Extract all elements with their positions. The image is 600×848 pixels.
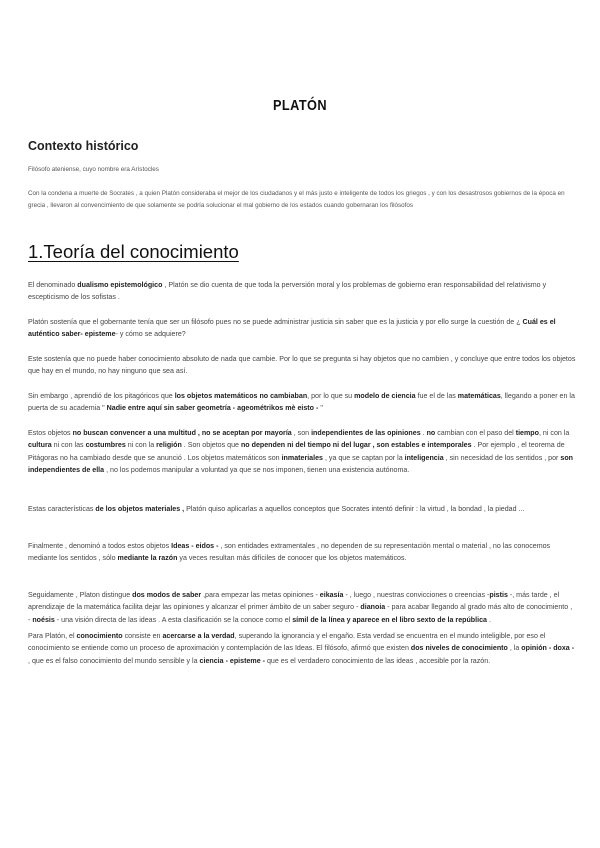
theory-paragraph-1 [28, 279, 576, 304]
text-run: , Platón se dio cuenta de que toda la perversión moral y los problemas de gobierno eran responsabilidad del relativismo y escepticismo de los sofistas . [28, 281, 547, 302]
bold-phrase: Cuál es el auténtico saber- episteme [28, 318, 556, 339]
bold-phrase: inteligencia [404, 453, 444, 462]
bold-phrase: no dependen ni del tiempo ni del lugar , son estables e intemporales [240, 441, 472, 450]
bold-phrase: los objetos matemáticos no cambiaban [174, 392, 308, 400]
text-run: -, más tarde , el aprendizaje de la matemática facilita dejar las opiniones y alcanzar el primer ámbito de un saber seguro - [28, 591, 560, 612]
text-run: consiste en [122, 632, 163, 640]
text-run: , llegando a poner en la puerta de su academia " [28, 392, 575, 413]
bold-phrase: de los objetos materiales , [93, 505, 187, 513]
bold-phrase: noésis [32, 615, 55, 624]
text-run: Sin embargo , aprendió de los pitagóricos que [28, 392, 175, 400]
bold-phrase: Nadie entre aquí sin saber geometría - ageométrikos mè eisto - [106, 404, 319, 413]
bold-phrase: religión [156, 441, 182, 450]
text-run: fue el de las [415, 392, 458, 400]
bold-phrase: matemáticas [457, 392, 501, 400]
text-run: . [486, 615, 491, 624]
text-run: , son entidades extramentales , no dependen de su representación mental o material , no las conocemos mediante los sentidos , sólo [28, 542, 551, 563]
bold-phrase: dianoia [360, 603, 386, 612]
text-run: Estas características [28, 505, 94, 513]
text-run: Seguidamente , Platon distingue [28, 591, 133, 599]
text-run: ni con las [51, 441, 86, 450]
text-run: . Por ejemplo , el teorema de Pitágoras no ha cambiado desde que se anunció . Los objetos matemáticos son [28, 441, 565, 462]
bold-phrase: modelo de ciencia [354, 392, 416, 400]
bold-phrase: símil de la línea y aparece en el libro sexto de la república [292, 615, 487, 624]
text-run: , la [507, 644, 522, 653]
text-run: . [420, 429, 427, 437]
bold-phrase: no buscan convencer a una multitud , no se aceptan por mayoría [72, 429, 292, 437]
text-run: - para acabar llegando al grado más alto de conocimiento , - [28, 603, 573, 624]
bold-phrase: dos niveles de conocimiento [410, 644, 508, 653]
text-run: - , luego , nuestras convicciones o creencias - [343, 591, 490, 599]
text-run: Platón sostenía que el gobernante tenía que ser un filósofo pues no se puede administrar justicia sin saber que es la justicia y por ello surge la cuestión de ¿ [28, 318, 523, 326]
bold-phrase: eikasía [319, 591, 344, 599]
text-run: - y cómo se adquiere? [115, 330, 186, 339]
theory-paragraph-2 [28, 316, 576, 341]
text-run: , son [291, 429, 312, 437]
document-title: PLATÓN [272, 97, 328, 114]
text-run: Para Platón, el [28, 632, 77, 640]
bold-phrase: independientes de las opiniones [311, 429, 421, 437]
bold-phrase: cultura [28, 441, 52, 450]
theory-paragraph-6 [28, 503, 576, 515]
theory-heading: 1.Teoría del conocimiento [28, 241, 239, 262]
bold-phrase: opinión - doxa - [521, 644, 575, 653]
context-paragraph-1: Filósofo ateniense, cuyo nombre era Arístocles [28, 166, 159, 173]
bold-phrase: Ideas - eidos - [171, 542, 219, 550]
text-run: Estos objetos [28, 429, 73, 437]
theory-paragraph-5 [28, 427, 576, 477]
bold-phrase: dualismo epistemológico [77, 281, 163, 289]
bold-phrase: costumbres [85, 441, 126, 450]
text-run: Platón quiso aplicarlas a aquellos conceptos que Socrates intentó definir : la virtud , la bondad , la piedad ... [186, 505, 525, 513]
bold-phrase: inmateriales [281, 453, 323, 462]
text-run: , no los podemos manipular a voluntad ya que se nos imponen, tienen una existencia autónoma. [104, 466, 410, 475]
text-run: , superando la ignorancia y el engaño. Esta verdad se encuentra en el mundo inteligible, por eso el conocimiento se entiende como un proceso de aproximación y contemplación de las Ideas. El filósofo, afirmó que existen [28, 632, 546, 653]
text-run: , por lo que su [307, 392, 355, 400]
bold-phrase: no [426, 429, 436, 437]
text-run: " [318, 404, 323, 413]
theory-paragraph-9 [28, 630, 576, 667]
text-run: ni con la [125, 441, 157, 450]
theory-paragraph-7 [28, 540, 576, 565]
text-run: El denominado [28, 281, 78, 289]
text-run: , sin necesidad de los sentidos , por [443, 453, 561, 462]
text-run: - una visión directa de las ideas . A esta clasificación se la conoce como el [54, 615, 293, 624]
bold-phrase: son independientes de ella [28, 453, 574, 475]
context-paragraph-2: Con la condena a muerte de Socrates , a quien Platón consideraba el mejor de los ciudadanos y el más justo e inteligente de todos los griegos , y con los desastrosos gobiernos de la época en grecia , llevaron al convencimiento de que solamente se podría solucionar el mal gobierno de los estados cuando gobernaran los filósofos [28, 190, 565, 209]
text-run: . Son objetos que [181, 441, 241, 450]
theory-paragraph-3 [28, 353, 576, 378]
theory-paragraph-4 [28, 390, 576, 415]
bold-phrase: conocimiento [76, 632, 123, 640]
bold-phrase: mediante la razón [117, 554, 178, 563]
text-run: , ya que se captan por la [322, 453, 405, 462]
text-run: ,para empezar las metas opiniones - [201, 591, 320, 599]
text-run: Finalmente , denominó a todos estos objetos [28, 542, 172, 550]
bold-phrase: dos modos de saber [132, 591, 202, 599]
text-run: cambian con el paso del [435, 429, 516, 437]
text-run: , que es el falso conocimiento del mundo sensible y la [28, 656, 200, 665]
theory-paragraph-8 [28, 589, 576, 626]
bold-phrase: tiempo [515, 429, 539, 437]
text-run: que es el verdadero conocimiento de las ideas , accesible por la razón. [265, 656, 491, 665]
bold-phrase: ciencia - episteme - [199, 656, 265, 665]
text-run: ya veces resultan más difíciles de conocer que los objetos matemáticos. [177, 554, 407, 563]
bold-phrase: pistis [489, 591, 508, 599]
context-heading: Contexto histórico [28, 139, 139, 153]
bold-phrase: acercarse a la verdad [162, 632, 235, 640]
text-run: Este sostenía que no puede haber conocimiento absoluto de nada que cambie. Por lo que se pregunta si hay objetos que no cambien , y concluye que entre todos los objetos que hay en el mundo, no hay ninguno que sea así. [28, 355, 576, 376]
text-run: , ni con la [538, 429, 570, 437]
